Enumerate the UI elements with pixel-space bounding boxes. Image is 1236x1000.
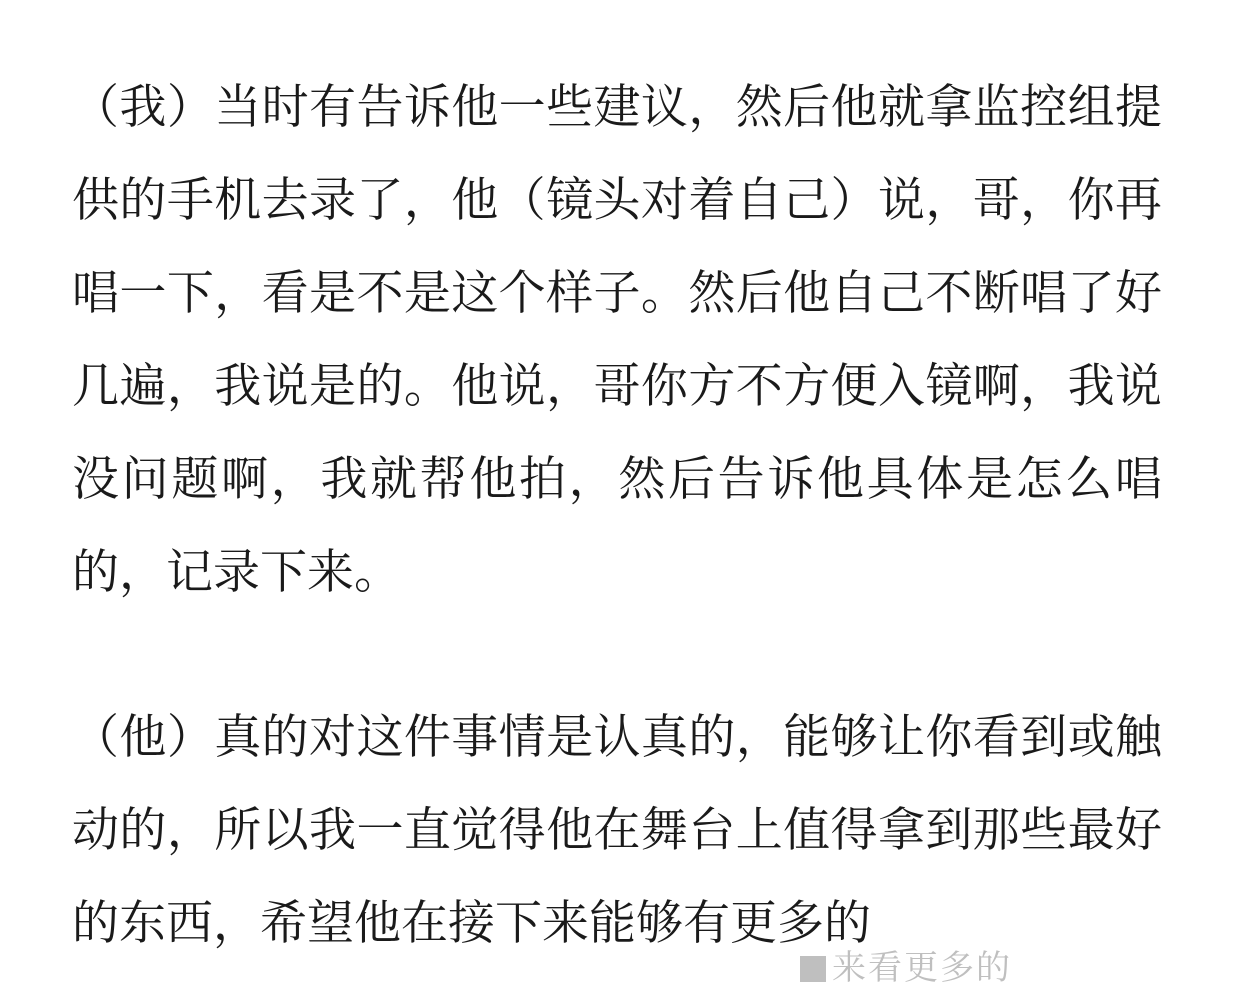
paragraph-1: （我）当时有告诉他一些建议，然后他就拿监控组提供的手机去录了，他（镜头对着自己）说，哥，你再唱一下，看是不是这个样子。然后他自己不断唱了好几遍，我说是的。他说，哥你方不方便入镜啊，我说没问题啊，我就帮他拍，然后告诉他具体是怎么唱的，记录下来。	[72, 80, 1162, 598]
document-body	[72, 60, 1162, 969]
watermark-logo-icon	[800, 956, 826, 982]
watermark-text: 来看更多的	[832, 949, 1012, 987]
watermark-overlay	[800, 940, 1012, 989]
paragraph-2: （他）真的对这件事情是认真的，能够让你看到或触动的，所以我一直觉得他在舞台上值得拿到那些最好的东西，希望他在接下来能够有更多的	[72, 710, 1162, 949]
